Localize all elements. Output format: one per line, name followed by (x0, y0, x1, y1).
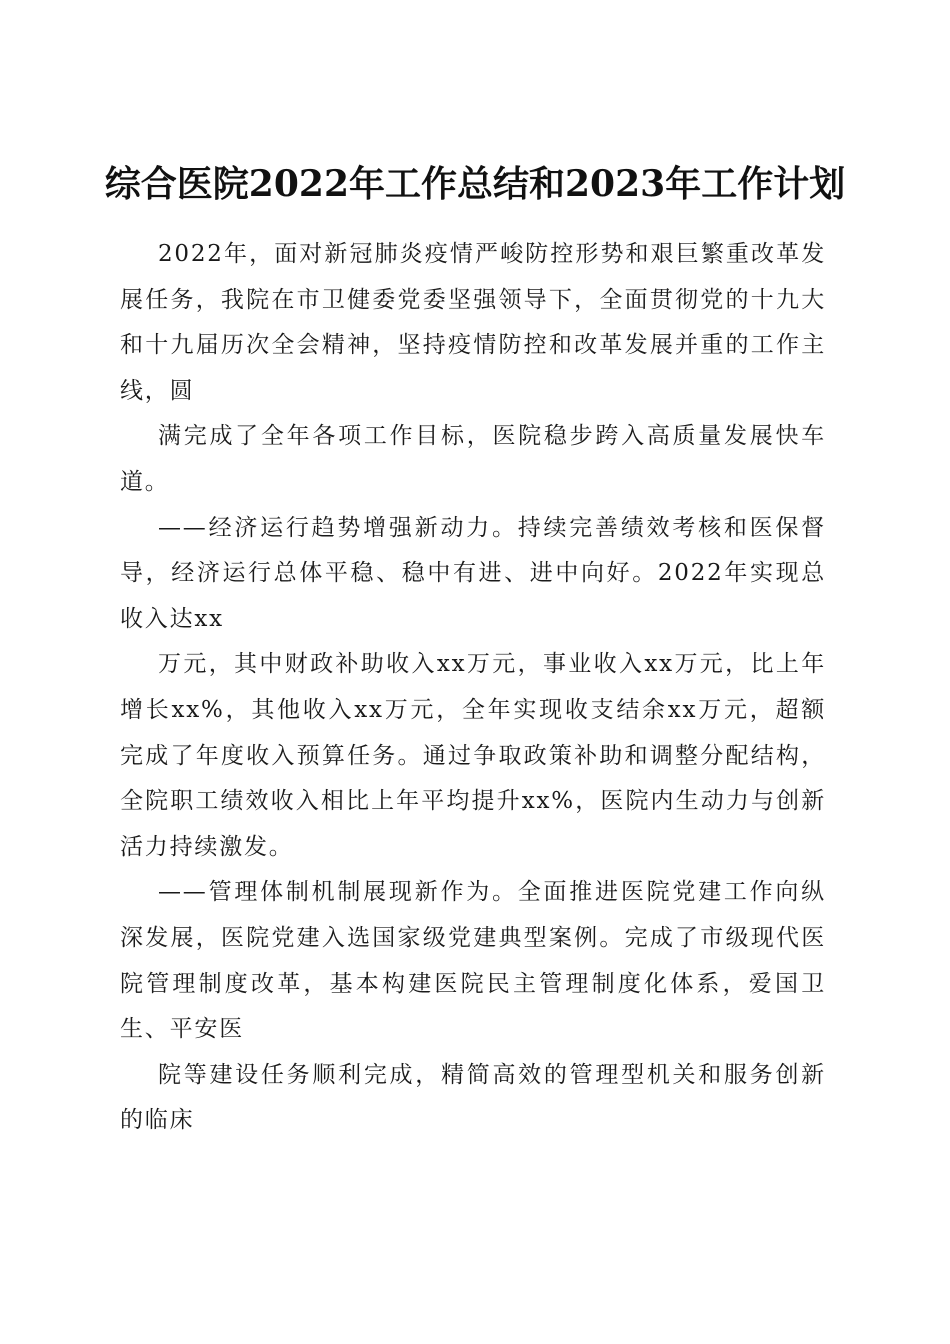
paragraph-intro: 2022年，面对新冠肺炎疫情严峻防控形势和艰巨繁重改革发展任务，我院在市卫健委党委坚强领导下，全面贯彻党的十九大和十九届历次全会精神，坚持疫情防控和改革发展并重的工作主线，圆 (120, 241, 826, 404)
paragraph-construction-tasks: 院等建设任务顺利完成，精简高效的管理型机关和服务创新的临床 (120, 1061, 826, 1134)
document-body (120, 232, 826, 1144)
paragraph-management-system: ——管理体制机制展现新作为。全面推进医院党建工作向纵深发展，医院党建入选国家级党建典型案例。完成了市级现代医院管理制度改革，基本构建医院民主管理制度化体系，爱国卫生、平安医 (120, 879, 826, 1043)
paragraph-economic-operation: ——经济运行趋势增强新动力。持续完善绩效考核和医保督导，经济运行总体平稳、稳中有进、进中向好。2022年实现总收入达xx (120, 514, 826, 632)
document-title: 综合医院2022年工作总结和2023年工作计划 (104, 163, 846, 206)
paragraph-goals-completed: 满完成了全年各项工作目标，医院稳步跨入高质量发展快车道。 (120, 423, 826, 495)
paragraph-revenue-details: 万元，其中财政补助收入xx万元，事业收入xx万元，比上年增长xx%，其他收入xx万元，全年实现收支结余xx万元，超额完成了年度收入预算任务。通过争取政策补助和调整分配结构，全院职工绩效收入相比上年平均提升xx%，医院内生动力与创新活力持续激发。 (120, 651, 826, 860)
